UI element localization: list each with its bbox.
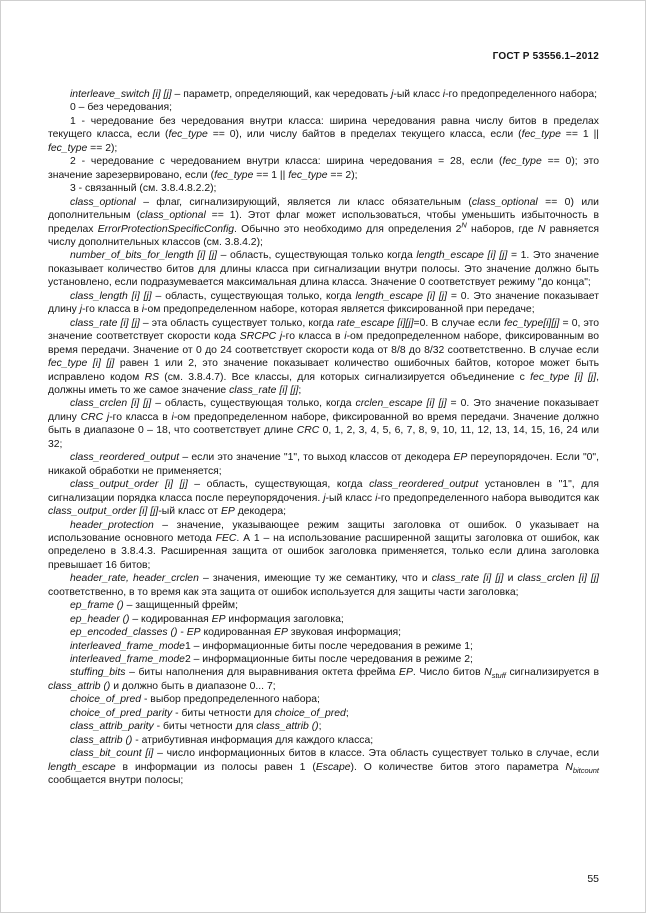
- paragraph: [48, 290, 599, 317]
- text-segment: class_optional: [139, 210, 206, 222]
- text-segment: и: [503, 573, 518, 585]
- paragraph: [48, 693, 599, 706]
- paragraph: [48, 155, 599, 182]
- text-segment: length_escape [i] [j]: [355, 290, 447, 302]
- page-number: 55: [587, 873, 599, 885]
- text-segment: информация заголовка;: [225, 613, 344, 625]
- text-segment: (см. 3.8.4.7). Все классы, для которых сигнализируется объединение с: [159, 371, 531, 383]
- text-segment: – область, существующая, когда: [187, 479, 370, 491]
- text-segment: ep_encoded_classes (): [70, 627, 178, 639]
- text-segment: звуковая информация;: [287, 627, 402, 639]
- text-segment: ep_header (): [70, 613, 130, 625]
- text-segment: 1 - чередование без чередования внутри класса: ширина чередования равна числу битов в пределах текущего класса, если (: [48, 115, 599, 141]
- text-segment: 0 – без чередования;: [70, 102, 172, 114]
- text-segment: – если это значение "1", то выход классов от декодера: [179, 452, 454, 464]
- text-segment: stuffing_bits: [70, 667, 126, 679]
- text-segment: interleaved_frame_mode: [70, 654, 185, 666]
- text-segment: в информации из полосы равен 1 (: [115, 761, 316, 773]
- text-segment: – значения, имеющие ту же семантику, что и: [198, 573, 432, 585]
- document-body: [48, 88, 599, 788]
- text-segment: EP: [186, 627, 201, 639]
- text-segment: -го предопределенного набора;: [445, 89, 598, 100]
- text-segment: кодированная: [200, 627, 275, 639]
- text-segment: fec_type: [288, 169, 328, 181]
- text-segment: - атрибутивная информация для каждого класса;: [132, 734, 374, 746]
- text-segment: bitcount: [572, 765, 599, 775]
- text-segment: class_attrib (): [70, 734, 133, 746]
- text-segment: fec_type: [214, 169, 254, 181]
- paragraph: [48, 196, 599, 250]
- text-segment: header_protection: [70, 519, 154, 531]
- text-segment: ;: [345, 707, 349, 719]
- text-segment: class_optional: [471, 196, 538, 208]
- text-segment: class_length [i] [j]: [70, 290, 152, 302]
- text-segment: ErrorProtectionSpecificConfig: [97, 223, 235, 235]
- text-segment: -ом предопределенном наборе, которая является фиксированной при передаче;: [144, 304, 535, 316]
- text-segment: . А 1 – на использование расширенной защиты заголовка от ошибок, как определено в 3.8.4.3. Расширенная защита от ошибок заголовка применяется, только если длина заголовка превышает 16 битов;: [48, 532, 599, 571]
- text-segment: class_reordered_output: [369, 479, 479, 491]
- text-segment: сообщается внутри полосы;: [48, 775, 184, 787]
- text-segment: 2 - чередование с чередованием внутри класса: ширина чередования = 28, если (: [70, 156, 503, 168]
- text-segment: class_crclen [i] [j]: [517, 573, 600, 585]
- text-segment: fec_type: [48, 142, 88, 154]
- text-segment: переупорядочен. Если "0", никакой обработки не применяется;: [48, 452, 599, 477]
- paragraph: [48, 734, 599, 747]
- page-header: [48, 51, 599, 62]
- text-segment: == 0), или числу байтов в пределах текущего класса, если (: [207, 129, 522, 141]
- text-segment: CRC: [80, 411, 104, 423]
- text-segment: EP: [211, 613, 226, 625]
- text-segment: FEC: [215, 532, 237, 544]
- text-segment: EP: [220, 506, 235, 518]
- text-segment: и должно быть в диапазоне 0... 7;: [110, 680, 276, 692]
- text-segment: number_of_bits_for_length [i] [j]: [70, 250, 218, 262]
- text-segment: ep_frame (): [70, 600, 124, 612]
- text-segment: =0. В случае если: [413, 317, 504, 329]
- text-segment: choice_of_pred: [274, 707, 346, 719]
- paragraph: [48, 613, 599, 626]
- text-segment: = 1. Это значение показывает количество битов для длины класса при сигнализации внутри полосы. Это значение должно быть установлено, если подразумевается максимальная длина класса. Значение 0 соответствует режиму "до конца";: [48, 250, 599, 289]
- text-segment: -ом предопределенном наборе, фиксированной во время передачи. Значение должно быть в диапазоне 0 – 18, что соответствует длине: [48, 411, 599, 437]
- text-segment: – значение, указывающее режим защиты заголовка от ошибок. 0 указывает на использование основного метода: [48, 519, 599, 544]
- text-segment: EP: [453, 452, 468, 464]
- text-segment: -: [177, 627, 187, 639]
- paragraph: [48, 640, 599, 653]
- text-segment: i: [171, 411, 174, 423]
- text-segment: – область, существующая только когда: [217, 250, 417, 262]
- text-segment: N: [565, 761, 573, 773]
- paragraph: [48, 653, 599, 666]
- text-segment: = 0, это значение соответствует скорости кода: [48, 317, 599, 343]
- text-segment: fec_type: [521, 129, 561, 141]
- text-segment: . Число битов: [412, 667, 485, 679]
- text-segment: -го класса в: [109, 411, 172, 423]
- text-segment: == 2);: [327, 169, 358, 181]
- text-segment: , должны иметь то же самое значение: [48, 371, 600, 396]
- text-segment: – параметр, определяющий, как чередовать: [171, 89, 392, 100]
- text-segment: = 0. Это значение показывает длину: [48, 290, 599, 316]
- text-segment: - биты четности для: [153, 721, 257, 733]
- text-segment: ). О количестве битов этого параметра: [350, 761, 566, 773]
- text-segment: == 1 ||: [253, 169, 289, 181]
- text-segment: class_bit_count [i]: [70, 748, 154, 760]
- text-segment: – флаг, сигнализирующий, является ли класс обязательным (: [135, 196, 472, 208]
- text-segment: fec_type [i] [j]: [530, 371, 597, 383]
- text-segment: наборов, где: [466, 223, 538, 235]
- paragraph: [48, 572, 599, 599]
- paragraph: [48, 720, 599, 733]
- text-segment: EP: [399, 667, 413, 679]
- text-segment: class_rate [i] [j]: [70, 317, 140, 329]
- paragraph: [48, 317, 599, 398]
- text-segment: class_rate [i] [j]: [229, 384, 299, 396]
- paragraph: [48, 182, 599, 195]
- text-segment: = 0. Это значение показывает длину: [48, 398, 599, 423]
- text-segment: j: [279, 331, 283, 343]
- text-segment: class_reordered_output: [70, 452, 180, 464]
- text-segment: i: [344, 331, 347, 343]
- text-segment: i: [442, 89, 446, 100]
- text-segment: class_rate [i] [j]: [431, 573, 504, 585]
- paragraph: [48, 747, 599, 787]
- text-segment: class_output_order [i] [j]: [48, 506, 159, 518]
- text-segment: fec_type: [502, 156, 542, 168]
- text-segment: -го предопределенного набора выводится как: [377, 492, 600, 504]
- text-segment: установлен в "1", для сигнализации порядка класса после переупорядочения.: [48, 479, 599, 504]
- text-segment: fec_type[i][j]: [503, 317, 560, 329]
- paragraph: [48, 249, 599, 289]
- text-segment: – кодированная: [129, 613, 212, 625]
- text-segment: SRCPC: [239, 331, 277, 343]
- text-segment: -ом предопределенном наборе, фиксированным во время передачи. Значение от 0 до 24 соответствует скорости кода от 8/8 до 8/32 соответственно. В случае если: [48, 331, 599, 356]
- text-segment: - биты четности для: [172, 707, 275, 719]
- paragraph: [48, 88, 599, 101]
- text-segment: соответственно, в то время как эта защита от ошибок используется для защиты части заголовка;: [48, 586, 519, 598]
- text-segment: j: [323, 492, 326, 504]
- text-segment: декодера;: [234, 506, 287, 518]
- text-segment: class_attrib_parity: [70, 721, 154, 733]
- text-segment: class_attrib (): [256, 721, 319, 733]
- text-segment: j: [79, 304, 83, 316]
- text-segment: – эта область существует только, когда: [139, 317, 338, 329]
- text-segment: class_attrib (): [48, 680, 111, 692]
- text-segment: interleaved_frame_mode: [70, 640, 185, 652]
- text-segment: . Обычно это необходимо для определения 2: [234, 223, 462, 235]
- page-footer: [48, 873, 599, 885]
- text-segment: CRC: [296, 425, 320, 437]
- text-segment: header_rate, header_crclen: [70, 573, 199, 585]
- text-segment: - выбор предопределенного набора;: [141, 694, 320, 706]
- text-segment: class_optional: [70, 196, 136, 208]
- text-segment: length_escape [i] [j]: [416, 250, 508, 262]
- text-segment: N: [537, 223, 546, 235]
- paragraph: [48, 397, 599, 451]
- text-segment: – число информационных битов в классе. Эта область существует только в случае, если: [153, 748, 600, 760]
- text-segment: length_escape: [48, 761, 116, 773]
- text-segment: class_crclen [i] [j]: [70, 398, 152, 410]
- text-segment: -го класса в: [282, 331, 345, 343]
- text-segment: stuff: [491, 671, 506, 681]
- text-segment: сигнализируется в: [505, 667, 599, 679]
- text-segment: class_output_order [i] [j]: [70, 479, 188, 491]
- text-segment: N: [484, 667, 492, 679]
- text-segment: – биты наполнения для выравнивания октета фрейма: [125, 667, 400, 679]
- text-segment: == 0); это значение зарезервировано, если (: [48, 156, 599, 181]
- text-segment: – область, существующая только, когда: [151, 290, 356, 302]
- text-segment: rate_escape [i][j]: [337, 317, 414, 329]
- text-segment: ;: [298, 384, 302, 396]
- text-segment: -ый класс: [325, 492, 376, 504]
- text-segment: 2 – информационные биты после чередования в режиме 2;: [184, 654, 473, 666]
- text-segment: i: [375, 492, 378, 504]
- text-segment: i: [141, 304, 145, 316]
- paragraph: [48, 666, 599, 693]
- text-segment: – защищенный фрейм;: [123, 600, 238, 612]
- paragraph: [48, 115, 599, 155]
- paragraph: [48, 599, 599, 612]
- text-segment: Escape: [315, 761, 351, 773]
- text-segment: RS: [144, 371, 159, 383]
- text-segment: choice_of_pred: [70, 694, 142, 706]
- paragraph: [48, 451, 599, 478]
- text-segment: ;: [318, 721, 322, 733]
- text-segment: -ый класс от: [158, 506, 221, 518]
- text-segment: choice_of_pred_parity: [70, 707, 173, 719]
- text-segment: 0, 1, 2, 3, 4, 5, 6, 7, 8, 9, 10, 11, 12, 13, 14, 15, 16, 24 или 32;: [48, 425, 599, 450]
- paragraph: [48, 707, 599, 720]
- paragraph: [48, 519, 599, 573]
- text-segment: == 1). Этот флаг может использоваться, чтобы уменьшить избыточность в пределах: [48, 210, 600, 235]
- text-segment: EP: [274, 627, 288, 639]
- text-segment: == 1 ||: [560, 129, 599, 141]
- text-segment: 1 – информационные биты после чередования в режиме 1;: [184, 640, 473, 652]
- text-segment: -го класса в: [82, 304, 142, 316]
- text-segment: -ый класс: [393, 89, 443, 100]
- text-segment: j: [391, 89, 394, 100]
- text-segment: fec_type [i] [j]: [48, 358, 115, 370]
- text-segment: == 2);: [87, 142, 118, 154]
- text-segment: crclen_escape [i] [j]: [355, 398, 447, 410]
- text-segment: 3 - связанный (см. 3.8.4.8.2.2);: [70, 183, 217, 195]
- text-segment: – область, существующая только, когда: [151, 398, 356, 410]
- paragraph: [48, 626, 599, 639]
- text-segment: interleave_switch [i] [j]: [70, 89, 172, 100]
- text-segment: равен 1 или 2, это значение показывает количество ошибочных байтов, которое может быть исправлено кодом: [48, 358, 599, 383]
- paragraph: [48, 478, 599, 518]
- text-segment: == 0) или дополнительным (: [48, 196, 599, 222]
- text-segment: N: [461, 220, 467, 230]
- document-code: ГОСТ Р 53556.1–2012: [492, 51, 599, 62]
- text-segment: равняется числу дополнительных классов (см. 3.8.4.2);: [48, 223, 599, 248]
- text-segment: j: [106, 411, 110, 423]
- text-segment: fec_type: [168, 129, 208, 141]
- paragraph: [48, 101, 599, 114]
